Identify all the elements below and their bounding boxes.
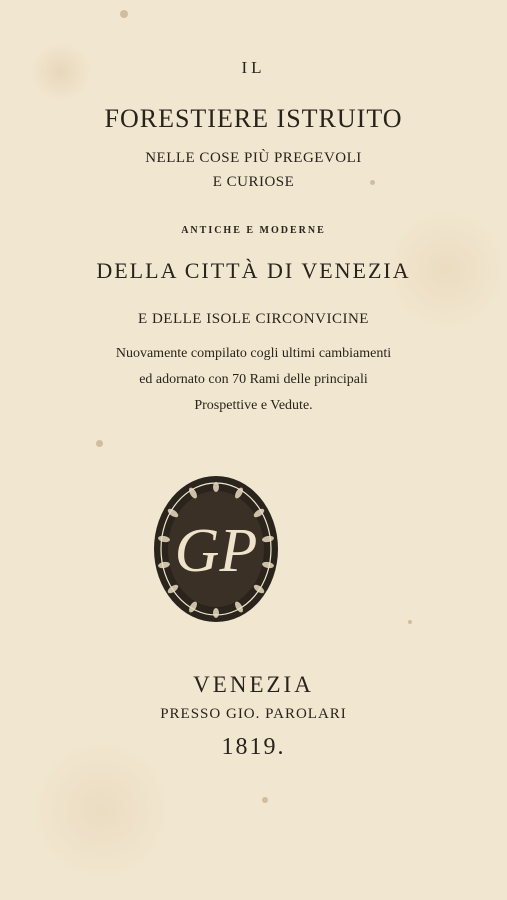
description-line-3: Prospettive e Vedute. (194, 398, 313, 413)
subtitle-small: ANTICHE E MODERNE (181, 225, 326, 236)
imprint-year: 1819. (221, 734, 286, 760)
imprint-place: VENEZIA (193, 672, 314, 697)
description-line-2: ed adornato con 70 Rami delle principali (139, 372, 368, 387)
subtitle-line-1: NELLE COSE PIÙ PREGEVOLI (145, 150, 362, 166)
imprint-printer: PRESSO GIO. PAROLARI (160, 706, 347, 722)
paper-stain (96, 440, 103, 447)
seal-monogram: GP (174, 517, 258, 585)
isles-line: E DELLE ISOLE CIRCONVICINE (138, 311, 369, 327)
title-article: IL (241, 58, 266, 77)
subtitle-line-2: E CURIOSE (212, 174, 295, 190)
paper-stain (262, 797, 268, 803)
description-line-1: Nuovamente compilato cogli ultimi cambiamenti (115, 346, 392, 361)
monogram-seal-icon (151, 473, 281, 625)
city-line: DELLA CITTÀ DI VENEZIA (96, 258, 411, 283)
paper-stain (120, 10, 128, 18)
paper-stain (408, 620, 412, 624)
book-title: FORESTIERE ISTRUITO (104, 104, 403, 133)
